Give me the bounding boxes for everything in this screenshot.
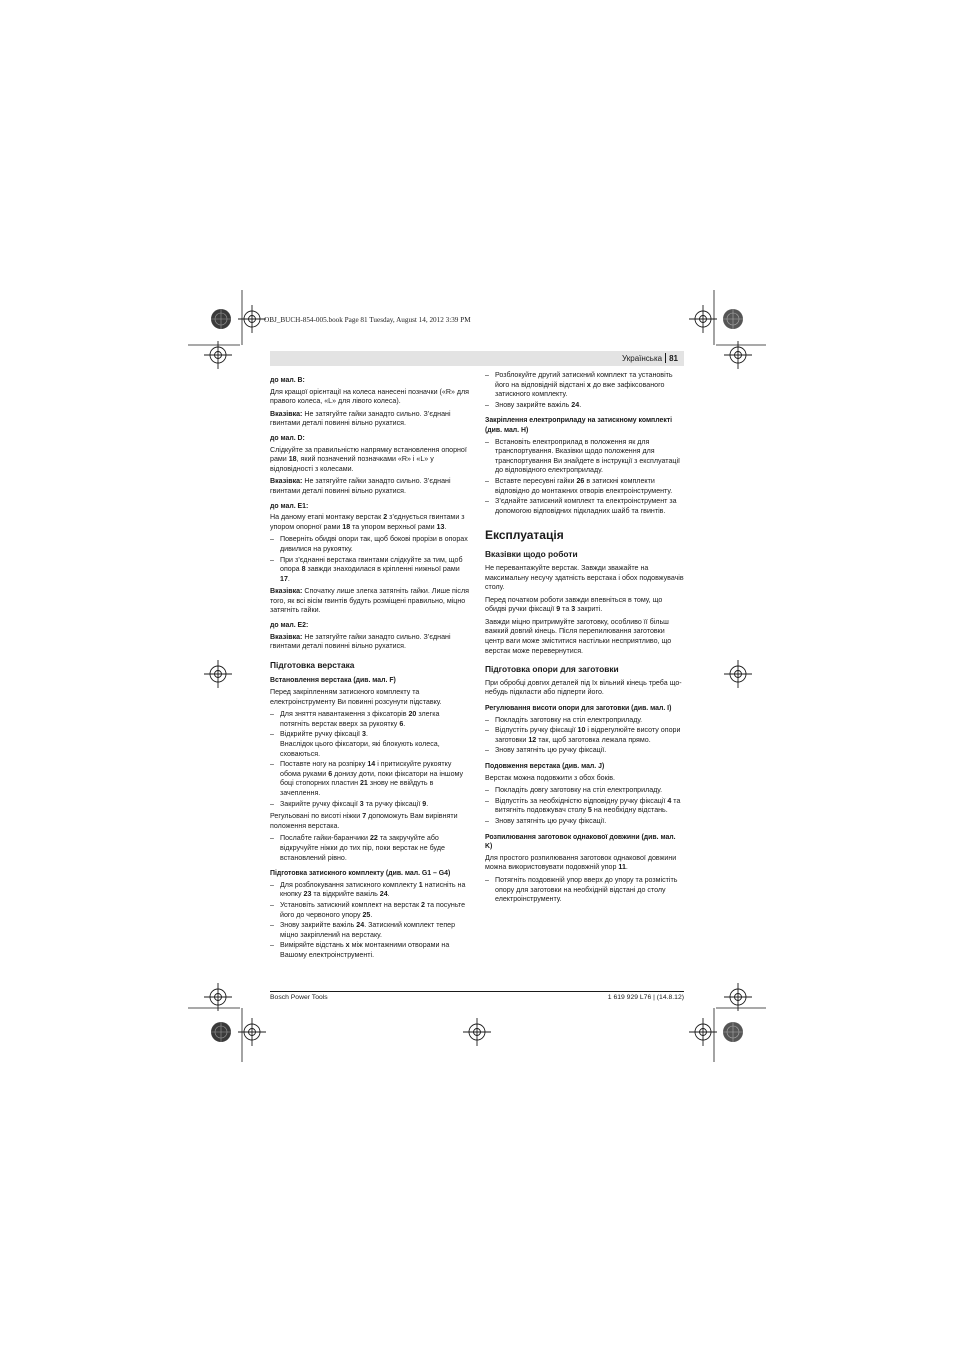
- text-run: .: [625, 863, 628, 872]
- footer-doc-number: 1 619 929 L76 | (14.8.12): [607, 994, 684, 1001]
- text-run: на необхідну відстань.: [591, 806, 668, 815]
- ref-number: 1: [418, 880, 423, 889]
- ref-number: 13: [436, 522, 445, 531]
- ref-number: 10: [577, 726, 586, 735]
- work-p1: Не перевантажуйте верстак. Завжди зважайте на максимальну несучу здатність верстака і обох подовжувачів столу.: [485, 563, 684, 592]
- note-text: Не затягуйте гайки занадто сильно. З’єднані гвинтами деталі повинні вільно рухатися.: [270, 409, 451, 428]
- footer-brand: Bosch Power Tools: [270, 994, 328, 1001]
- mount-list: [485, 438, 684, 517]
- text-run: Знову закрийте важіль: [495, 400, 572, 409]
- ref-number: 25: [362, 910, 371, 919]
- fig-b-label: до мал. B:: [270, 377, 305, 384]
- text-run: .: [579, 400, 582, 409]
- ref-number: 7: [362, 812, 367, 821]
- ref-number: 6: [328, 769, 333, 778]
- fig-b-note: [270, 410, 470, 429]
- ref-number: 20: [408, 710, 417, 719]
- extend-p1: Верстак можна подовжити з обох боків.: [485, 773, 616, 782]
- ref-number: 26: [576, 476, 585, 485]
- text-run: та відкрийте важіль: [311, 890, 380, 899]
- legs-list: [270, 834, 470, 863]
- list-item: – Потягніть поздовжній упор вверх до упору та розмістіть опору для заготовки на необхідній відстані до столу електроінструменту.: [485, 876, 684, 905]
- text-run: так, щоб заготовка лежала прямо.: [536, 735, 651, 744]
- text-run: На даному етапі монтажу верстак: [270, 513, 384, 522]
- text-run: Для розблокування затискного комплекту: [280, 880, 419, 889]
- section-heading-prep: Підготовка верстака: [270, 659, 355, 670]
- text-run: знову не ввійдуть в зачеплення.: [280, 779, 434, 797]
- list-item: [270, 730, 470, 759]
- text-run: .: [444, 522, 447, 531]
- ref-number: 18: [288, 455, 297, 464]
- crosshair-target-icon: [689, 305, 717, 333]
- list-item: – З’єднайте затискний комплект та електроінструмент за допомогою відповідних підкладних шайб та гвинтів.: [485, 497, 684, 516]
- text-run: завжди знаходилася в кріпленні нижньої рами: [305, 565, 460, 574]
- list-item: [270, 941, 470, 960]
- ref-number: 24: [356, 921, 365, 930]
- fig-e2-label: до мал. E2:: [270, 622, 309, 630]
- support-p1: При обробці довгих деталей під їх вільний кінець треба що-небудь підкласти або підперти його.: [485, 678, 682, 697]
- subheading-clamp: Підготовка затискного комплекту (див. мал. G1 – G4): [270, 870, 451, 878]
- ref-number: 14: [367, 760, 376, 769]
- ref-number: 24: [379, 890, 388, 899]
- work-p3: Завжди міцно притримуйте заготовку, особливо її більш важкий довгий кінець. Після перепилювання заготовки центр ваги може зміститися настільки несприятливо, що верстак може перевернутися.: [485, 617, 672, 655]
- text-run: . Затискний комплект тепер міцно закріплений на верстаку.: [280, 921, 456, 939]
- ref-number: 11: [618, 863, 626, 872]
- text-run: та посуньте його до червоного упору: [280, 900, 466, 919]
- text-run: з’єднується гвинтами з упором опорної рами: [270, 513, 465, 531]
- header-language: Українська: [622, 354, 663, 363]
- text-run: .: [365, 730, 368, 739]
- subheading-height: Регулювання висоти опори для заготовки (див. мал. I): [485, 705, 672, 713]
- fig-d-label: до мал. D:: [270, 434, 305, 442]
- text-run: Внаслідок цього фіксатори, які блокують колеса, сховаються.: [280, 740, 440, 758]
- text-run: і притискуйте рукоятку обома руками: [280, 760, 452, 778]
- text-run: та витягніть подовжувач столу: [495, 796, 681, 815]
- list-item: – Покладіть заготовку на стіл електроприладу.: [485, 716, 684, 726]
- ref-number: 17: [280, 574, 288, 583]
- subheading-mount: Закріплення електроприладу на затискному комплекті (див. мал. H): [485, 417, 673, 434]
- list-item: [485, 371, 684, 400]
- install-intro: Перед закріпленням затискного комплекту та електроінструменту Ви повинні розсунути підставку.: [270, 688, 442, 706]
- fig-d-note: [270, 477, 470, 496]
- text-run: в затискні комплекти відповідно до монтажних отворів електроінструменту.: [495, 476, 673, 495]
- text-run: і відрегулюйте висоту опори заготовки: [495, 726, 681, 744]
- text-run: Для зняття навантаження з фіксаторів: [280, 710, 409, 719]
- page-number: 81: [669, 354, 678, 363]
- cut-list: [485, 876, 684, 905]
- text-run: між монтажними отворами на Вашому електроінструменті.: [280, 941, 450, 959]
- subheading-cut: Розпилювання заготовок однакової довжини (див. мал. K): [485, 833, 676, 851]
- text-run: натисніть на кнопку: [280, 880, 466, 899]
- text-run: .: [426, 799, 429, 808]
- subheading-support: Підготовка опори для заготовки: [485, 664, 619, 675]
- list-item: – Встановіть електроприлад в положення як для транспортування. Вказівки щодо положення для транспортування Ви знайдете в інструкції з експлуатації до відповідного електроприладу.: [485, 438, 684, 476]
- list-item: [270, 760, 470, 798]
- list-item: [270, 921, 470, 940]
- note-label: Вказівка:: [270, 477, 303, 486]
- registration-circle-icon: [211, 1022, 231, 1042]
- text-run: Закрийте ручку фіксації: [280, 799, 360, 808]
- list-item: [270, 834, 470, 863]
- ref-number: 23: [303, 890, 312, 899]
- text-run: злегка потягніть верстак вверх за рукоятку: [280, 710, 440, 728]
- crosshair-target-icon: [204, 660, 232, 688]
- note-label: Вказівка:: [270, 409, 303, 418]
- text-run: Вставте пересувні гайки: [495, 476, 577, 485]
- list-item: [270, 881, 470, 900]
- list-item: – Покладіть довгу заготовку на стіл електроприладу.: [485, 786, 684, 796]
- crosshair-target-icon: [724, 660, 752, 688]
- crosshair-target-icon: [204, 983, 232, 1011]
- crosshair-target-icon: [689, 1018, 717, 1046]
- list-item: [485, 477, 684, 496]
- text-run: Відпустіть ручку фіксації: [495, 726, 578, 735]
- install-list: [270, 710, 470, 809]
- list-item: [270, 901, 470, 920]
- list-item: [270, 710, 470, 729]
- list-item: – Знову затягніть цю ручку фіксації.: [485, 746, 684, 756]
- ref-number: 24: [571, 400, 580, 409]
- text-run: При з’єднанні верстака гвинтами слідкуйте за тим, щоб опора: [280, 555, 463, 574]
- subheading-work: Вказівки щодо роботи: [485, 549, 578, 560]
- text-run: до вже зафіксованого затискного комплекту.: [495, 380, 665, 399]
- ref-number: 3: [571, 605, 576, 614]
- text-run: Розблокуйте другий затискний комплект та установіть його на відповідній відстані: [495, 371, 673, 389]
- text-run: Відпустіть за необхідністю відповідну ручку фіксації: [495, 796, 668, 805]
- cut-p1: [485, 854, 684, 873]
- list-item: – Знову затягніть цю ручку фіксації.: [485, 817, 684, 827]
- note-text: Не затягуйте гайки занадто сильно. З’єднані гвинтами деталі повинні вільно рухатися.: [270, 477, 451, 495]
- text-run: Знову закрийте важіль: [280, 921, 357, 930]
- list-item: – Поверніть обидві опори так, щоб бокові прорізи в опорах дивилися на рукоятку.: [270, 535, 470, 554]
- subheading-extend: Подовження верстака (див. мал. J): [485, 763, 605, 770]
- note-text: Не затягуйте гайки занадто сильно. З’єднані гвинтами деталі повинні вільно рухатися.: [270, 632, 451, 651]
- ref-variable: x: [586, 380, 591, 389]
- text-run: та закручуйте або відкручуйте ніжки до тих пір, поки верстак не буде встановлений рівно.: [280, 834, 445, 862]
- page-header: [270, 351, 684, 366]
- fig-e1-label: до мал. E1:: [270, 502, 309, 510]
- fig-e1-note: [270, 587, 470, 616]
- ref-number: 3: [361, 730, 366, 739]
- print-info-line: OBJ_BUCH-854-005.book Page 81 Tuesday, August 14, 2012 3:39 PM: [264, 316, 471, 324]
- text-run: Відкрийте ручку фіксації: [280, 730, 362, 739]
- text-run: Регульовані по висоті ніжки: [270, 812, 363, 821]
- text-run: Слідкуйте за правильністю напрямку встановлення опорної рами: [270, 445, 467, 464]
- text-run: закриті.: [575, 605, 603, 614]
- ref-number: 18: [342, 522, 351, 531]
- ref-number: 3: [359, 799, 364, 808]
- clamp-list: [270, 881, 470, 961]
- work-p2: [485, 596, 684, 615]
- fig-d-text: [270, 446, 470, 475]
- text-run: Для простого розпилювання заготовок однакової довжини можна використовувати подовжній упор: [485, 853, 677, 872]
- header-text: [622, 353, 678, 363]
- text-run: Установіть затискний комплект на верстак: [280, 900, 422, 909]
- text-run: та: [560, 605, 572, 614]
- text-run: допоможуть Вам вирівняти положення верстака.: [270, 812, 458, 830]
- text-run: Послабте гайки-баранчики: [280, 834, 370, 843]
- section-heading-operation: Експлуатація: [485, 528, 564, 543]
- registration-circle-icon: [211, 309, 231, 329]
- ref-number: 4: [667, 796, 672, 805]
- note-label: Вказівка:: [270, 632, 303, 641]
- crosshair-target-icon: [724, 983, 752, 1011]
- text-run: донизу доти, поки фіксатори на іншому боці стопорних пластин: [280, 769, 464, 788]
- fig-e1-text: [270, 513, 470, 532]
- ref-number: 2: [421, 900, 425, 909]
- text-run: Перед початком роботи завжди впевніться в тому, що обидві ручки фіксації: [485, 595, 663, 614]
- clamp-list-continued: [485, 371, 684, 410]
- height-list: [485, 716, 684, 756]
- ref-number: 8: [301, 565, 306, 574]
- list-item: [270, 800, 470, 810]
- text-run: Поставте ногу на розпірку: [280, 760, 368, 769]
- left-column: [270, 371, 470, 963]
- legs-text: [270, 812, 470, 831]
- note-label: Вказівка:: [270, 587, 303, 596]
- note-text: Спочатку лише злегка затягніть гайки. Лише після того, як всі вісім гвинтів будуть розміщені правильно, міцно затягніть гайки.: [270, 587, 469, 615]
- ref-number: 9: [556, 605, 561, 614]
- header-separator: [665, 353, 666, 363]
- right-column: [485, 371, 684, 908]
- ref-variable: x: [345, 941, 350, 950]
- footer-rule: [270, 991, 684, 992]
- crosshair-target-icon: [463, 1018, 491, 1046]
- ref-number: 5: [587, 806, 592, 815]
- ref-number: 6: [399, 719, 404, 728]
- text-run: Виміряйте відстань: [280, 941, 346, 950]
- ref-number: 9: [422, 799, 427, 808]
- fig-e2-note: [270, 633, 470, 652]
- text-run: .: [403, 719, 406, 728]
- registration-circle-icon: [723, 1022, 743, 1042]
- text-run: та ручку фіксації: [363, 799, 423, 808]
- ref-number: 22: [369, 834, 378, 843]
- ref-number: 21: [359, 779, 368, 788]
- ref-number: 2: [383, 513, 388, 522]
- list-item: [270, 556, 470, 585]
- registration-circle-icon: [723, 309, 743, 329]
- fig-b-text: Для кращої орієнтації на колеса нанесені позначки («R» для правого колеса, «L» для лівого колеса).: [270, 387, 469, 406]
- text-run: та упором верхньої рами: [350, 522, 437, 531]
- subheading-install: Встановлення верстака (див. мал. F): [270, 677, 396, 685]
- text-run: .: [287, 574, 290, 583]
- list-item: [485, 726, 684, 745]
- list-item: [485, 401, 684, 411]
- list-item: [485, 797, 684, 816]
- fig-e1-list: [270, 535, 470, 584]
- text-run: .: [387, 890, 390, 899]
- ref-number: 12: [528, 735, 537, 744]
- extend-list: [485, 786, 684, 826]
- text-run: , який позначений позначками «R» і «L» у відповідності з колесами.: [270, 455, 434, 473]
- text-run: .: [370, 910, 373, 919]
